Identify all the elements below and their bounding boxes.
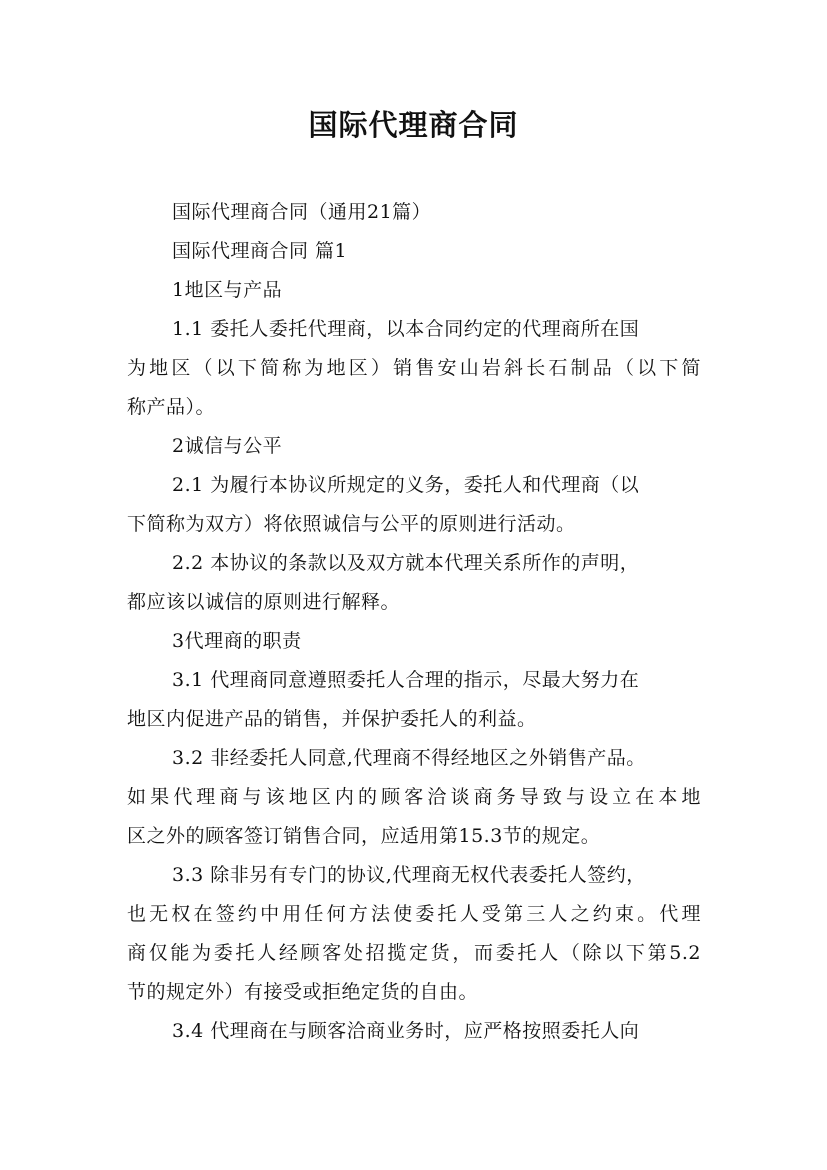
paragraph-line: 3.4 代理商在与顾客洽商业务时，应严格按照委托人向 — [172, 1020, 640, 1042]
paragraph-line: 称产品）。 — [127, 396, 216, 418]
paragraph-line: 节的规定外）有接受或拒绝定货的自由。 — [127, 981, 479, 1003]
paragraph-line: 地区内促进产品的销售，并保护委托人的利益。 — [127, 708, 537, 730]
section-heading: 1地区与产品 — [172, 279, 283, 301]
paragraph-line: 都应该以诚信的原则进行解释。 — [127, 591, 401, 613]
section-heading: 2诚信与公平 — [172, 435, 283, 457]
chapter-heading: 国际代理商合同 篇1 — [172, 240, 348, 262]
paragraph-line — [127, 349, 727, 388]
paragraph-text: 也无权在签约中用任何方法使委托人受第三人之约束。代理 — [127, 903, 701, 925]
paragraph-line: 3.3 除非另有专门的协议,代理商无权代表委托人签约， — [172, 864, 646, 886]
section-heading: 3代理商的职责 — [172, 630, 302, 652]
paragraph-line — [127, 778, 727, 817]
paragraph-line: 区之外的顾客签订销售合同，应适用第15.3节的规定。 — [127, 825, 601, 847]
paragraph-line — [127, 895, 727, 934]
paragraph-line: 2.2 本协议的条款以及双方就本代理关系所作的声明， — [172, 552, 640, 574]
paragraph-line: 下简称为双方）将依照诚信与公平的原则进行活动。 — [127, 513, 576, 535]
paragraph-line: 2.1 为履行本协议所规定的义务，委托人和代理商（以 — [172, 474, 640, 496]
subtitle-line: 国际代理商合同（通用21篇） — [172, 201, 432, 223]
paragraph-line — [127, 934, 727, 973]
paragraph-text: 为地区（以下简称为地区）销售安山岩斜长石制品（以下简 — [127, 357, 701, 379]
paragraph-line: 3.1 代理商同意遵照委托人合理的指示，尽最大努力在 — [172, 669, 640, 691]
paragraph-text: 商仅能为委托人经顾客处招揽定货，而委托人（除以下第5.2 — [127, 942, 701, 964]
paragraph-line: 3.2 非经委托人同意,代理商不得经地区之外销售产品。 — [172, 747, 646, 769]
paragraph-text: 如果代理商与该地区内的顾客洽谈商务导致与设立在本地 — [127, 786, 701, 808]
document-title: 国际代理商合同 — [308, 108, 519, 142]
document-body — [127, 193, 727, 1051]
paragraph-line: 1.1 委托人委托代理商，以本合同约定的代理商所在国 — [172, 318, 640, 340]
